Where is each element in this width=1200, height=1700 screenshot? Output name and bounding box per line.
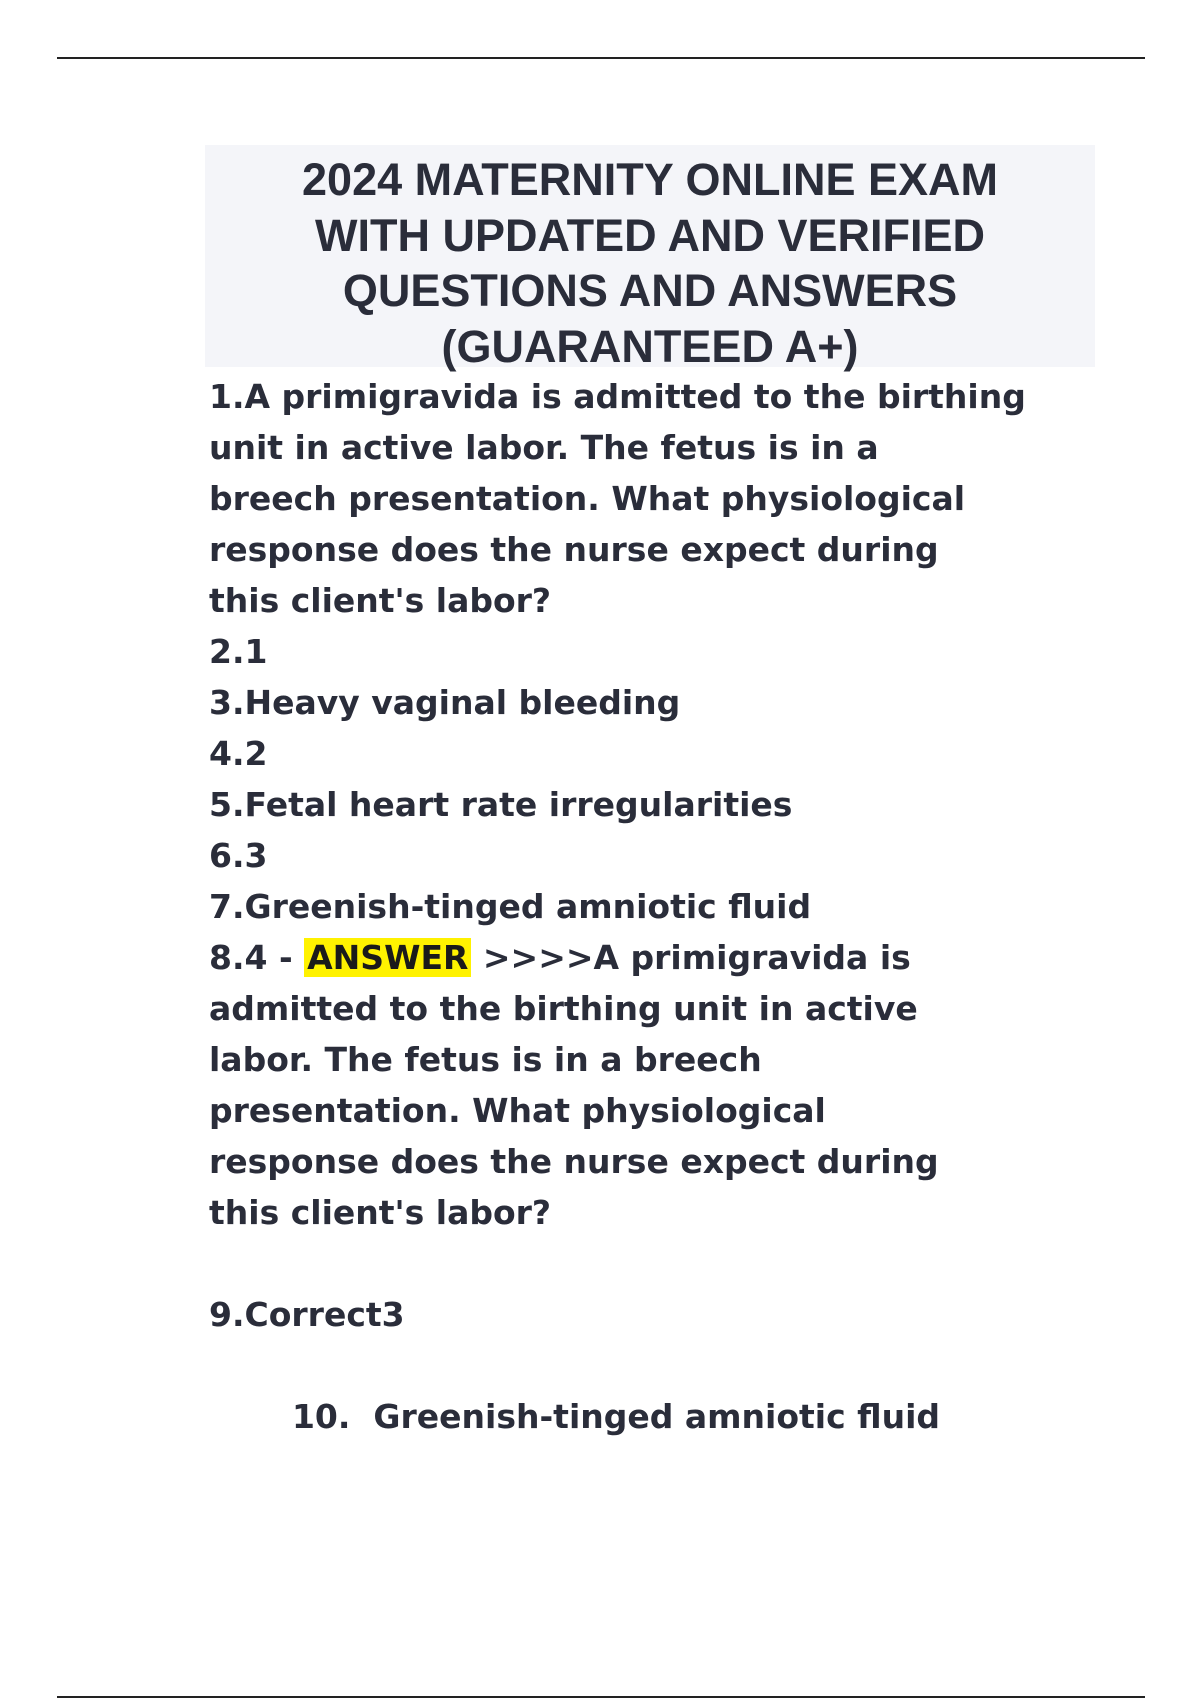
title-line-4: (GUARANTEED A+) <box>441 320 859 372</box>
list-item-7 <box>209 881 1109 932</box>
list-item-10 <box>209 1340 1109 1493</box>
item-number: 3. <box>209 683 245 722</box>
title-line-3: QUESTIONS AND ANSWERS <box>342 265 958 316</box>
item-text: 3 <box>244 836 268 875</box>
question-list <box>209 371 1109 1493</box>
blank-line <box>209 1238 1109 1289</box>
item-number: 2. <box>209 632 245 671</box>
title-line-2: WITH UPDATED AND VERIFIED <box>315 209 985 261</box>
item-text: Greenish-tinged amniotic fluid <box>244 887 812 926</box>
list-item-1 <box>209 371 1109 626</box>
item-line: response does the nurse expect during <box>209 1142 939 1181</box>
item-number: 7. <box>209 887 245 926</box>
item-line: this client's labor? <box>209 581 552 620</box>
item-line: >>>>A primigravida is <box>471 938 911 977</box>
item-text: Heavy vaginal bleeding <box>244 683 681 722</box>
list-item-3 <box>209 677 1109 728</box>
list-item-4 <box>209 728 1109 779</box>
item-number: 4. <box>209 734 245 773</box>
item-line: this client's labor? <box>209 1193 552 1232</box>
item-text: 2 <box>244 734 268 773</box>
item-line: unit in active labor. The fetus is in a <box>209 428 879 467</box>
item-number: 10. <box>291 1397 351 1436</box>
top-rule <box>57 57 1145 59</box>
item-number: 8. <box>209 938 245 977</box>
item-line: admitted to the birthing unit in active <box>209 989 918 1028</box>
document-title-box <box>205 145 1095 372</box>
item-line: A primigravida is admitted to the birthing <box>244 377 1026 416</box>
list-item-2 <box>209 626 1109 677</box>
list-item-8 <box>209 932 1109 1238</box>
item-line: presentation. What physiological <box>209 1091 826 1130</box>
item-line: breech presentation. What physiological <box>209 479 966 518</box>
item-line: response does the nurse expect during <box>209 530 939 569</box>
item-number: 9. <box>209 1295 245 1334</box>
list-item-5 <box>209 779 1109 830</box>
item-number: 5. <box>209 785 245 824</box>
item-text: Correct3 <box>244 1295 405 1334</box>
answer-highlight: ANSWER <box>304 938 471 977</box>
item-text: Greenish-tinged amniotic fluid <box>350 1397 941 1436</box>
title-line-1: 2024 MATERNITY ONLINE EXAM <box>302 154 998 205</box>
item-number: 6. <box>209 836 245 875</box>
item-text: Fetal heart rate irregularities <box>244 785 793 824</box>
item-line: labor. The fetus is in a breech <box>209 1040 762 1079</box>
list-item-9 <box>209 1289 1109 1340</box>
item-text: 1 <box>244 632 268 671</box>
list-item-6 <box>209 830 1109 881</box>
item-prefix: 4 - <box>244 938 305 977</box>
bottom-rule <box>57 1696 1145 1698</box>
item-number: 1. <box>209 377 245 416</box>
